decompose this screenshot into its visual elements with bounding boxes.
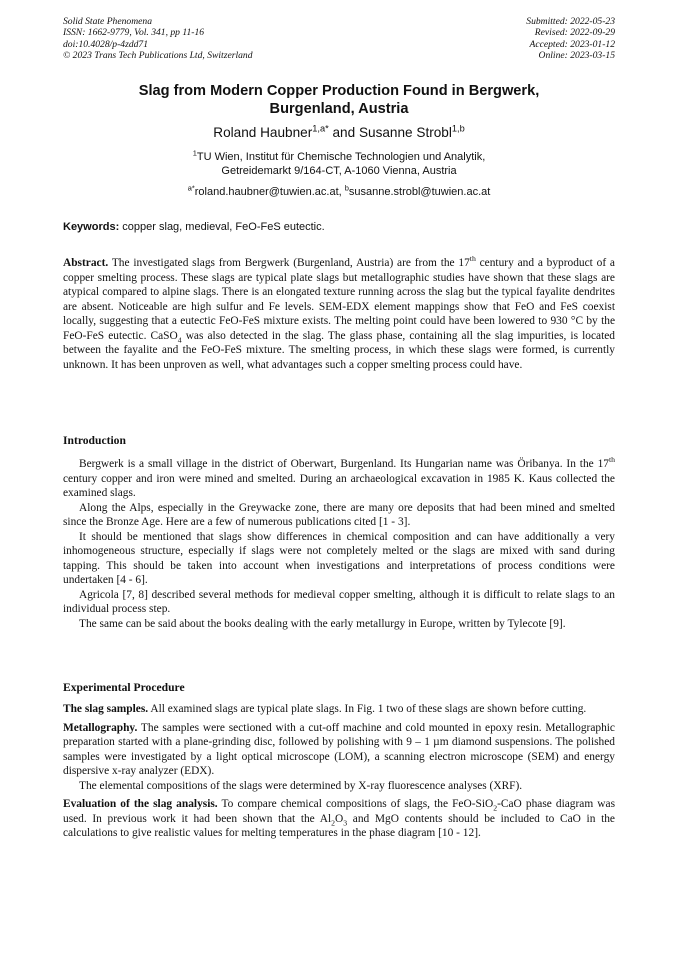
authors <box>63 124 615 141</box>
author-1-sup: 1,a* <box>312 123 329 134</box>
evaluation-label: Evaluation of the slag analysis. <box>63 798 218 811</box>
experimental-body <box>63 702 615 841</box>
affiliation-sup: 1 <box>192 148 197 158</box>
intro-paragraph-4: Agricola [7, 8] described several methods for medieval copper smelting, although it is difficult to relate slags to an individual process step. <box>63 588 615 616</box>
affiliation-line-1: TU Wien, Institut für Chemische Technologien und Analytik, <box>196 151 486 163</box>
email-b-sup: b <box>344 183 349 193</box>
evaluation-text-c: O <box>335 812 344 825</box>
slag-samples-paragraph <box>63 702 615 717</box>
slag-samples-text: All examined slags are typical plate slags. In Fig. 1 two of these slags are shown before cutting. <box>148 703 587 715</box>
email-b[interactable]: susanne.strobl@tuwien.ac.at <box>348 186 491 198</box>
abstract-sup: th <box>469 254 476 264</box>
keywords <box>63 220 615 234</box>
slag-samples-label: The slag samples. <box>63 703 149 715</box>
keywords-label: Keywords: <box>63 221 120 233</box>
evaluation-text-b: -CaO phase diagram was used. In previous work it had been shown that the Al <box>63 798 616 825</box>
affiliation <box>63 150 615 178</box>
abstract <box>63 256 615 372</box>
keywords-text: copper slag, medieval, FeO-FeS eutectic. <box>119 221 325 233</box>
introduction-body <box>63 457 615 632</box>
abstract-text-1: The investigated slags from Bergwerk (Burgenland, Austria) are from the 17 <box>108 257 470 269</box>
abstract-text-3: was also detected in the slag. The glass phase, containing all the slag impurities, is located between the fayalite and the FeO-FeS mixture. The smelting process, in which these slags were formed, is currently unknown. It has been unproven as well, what advantages such a copper smelting process could have. <box>63 329 615 371</box>
copyright: © 2023 Trans Tech Publications Ltd, Switzerland <box>63 50 253 62</box>
journal-info <box>63 16 253 62</box>
intro-paragraph-5: The same can be said about the books dealing with the early metallurgy in Europe, written by Tylecote [9]. <box>79 618 566 631</box>
paper-title <box>63 82 615 118</box>
intro-p1-text-b: century copper and iron were mined and smelted. During an archaeological excavation in 1985 K. Kaus collected the examined slags. <box>63 472 615 500</box>
intro-paragraph-2: Along the Alps, especially in the Greywacke zone, there are many ore deposits that had been mined and smelted since the Bronze Age. Here are a few of numerous publications cited [1 - 3]. <box>63 501 615 529</box>
metallography-label: Metallography. <box>63 721 138 734</box>
evaluation-sub-2: 2 <box>331 818 336 828</box>
abstract-label: Abstract. <box>63 257 109 269</box>
abstract-sub: 4 <box>177 335 182 345</box>
intro-paragraph-3: It should be mentioned that slags show differences in chemical composition and can have additionally a very inhomogeneous structure, especially if slags were not completely melted or the slags are mixed with sand during tapping. This should be taken into account when investigations and interpretations of process conditions were undertaken [4 - 6]. <box>63 530 615 587</box>
author-connector: and <box>328 125 359 140</box>
intro-p1-text-a: Bergwerk is a small village in the district of Oberwart, Burgenland. Its Hungarian name was Öribanya. In the 17 <box>79 458 609 470</box>
email-a[interactable]: roland.haubner@tuwien.ac.at, <box>194 186 345 198</box>
evaluation-text-d: and MgO contents should be included to CaO in the calculations to give realistic values for melting temperatures in the phase diagram [10 - 12]. <box>63 812 615 840</box>
evaluation-sub-3: 3 <box>343 818 348 828</box>
experimental-heading: Experimental Procedure <box>63 681 185 694</box>
doi: doi:10.4028/p-4zdd71 <box>63 38 149 50</box>
intro-p1-sup: th <box>608 455 615 465</box>
intro-paragraph-1 <box>63 457 615 501</box>
online-date: Online: 2023-03-15 <box>538 50 615 62</box>
email-a-sup: a* <box>187 183 195 193</box>
metallography-paragraph <box>63 721 615 779</box>
title-line-1: Slag from Modern Copper Production Found in Bergwerk, <box>138 83 540 99</box>
metallography-text: The samples were sectioned with a cut-off machine and cold mounted in epoxy resin. Metallographic preparation started with a plane-grinding disc, followed by polishing with 9 – 1 µm diamond suspensions. The polished samples were investigated by a light optical microscope (LOM), a scanning electron microscope (SEM) and energy dispersive x-ray analyzer (EDX). <box>63 721 615 778</box>
evaluation-text-a: To compare chemical compositions of slags, the FeO-SiO <box>217 798 494 811</box>
abstract-text-2: century and a byproduct of a copper smelting process. These slags are typical plate slags but metallographic studies have shown that these slags are atypical compared to alpine slags. There is an elongated texture running across the slag but the typical fayalite dendrites are absent. Noticeable are high sulfur and Fe levels. SEM-EDX element mappings show that FeO and FeS coexist locally, suggesting that a eutectic FeO-FeS mixture exists. The melting point could have been lowered to 930 °C by the FeO-FeS eutectic. CaSO <box>63 257 615 342</box>
evaluation-sub-1: 2 <box>493 803 498 813</box>
introduction-heading: Introduction <box>63 434 126 447</box>
author-2-sup: 1,b <box>451 123 465 134</box>
evaluation-paragraph <box>63 797 615 841</box>
emails <box>63 185 615 199</box>
title-line-2: Burgenland, Austria <box>269 101 409 117</box>
issn: ISSN: 1662-9779, Vol. 341, pp 11-16 <box>63 27 205 39</box>
author-1: Roland Haubner <box>213 125 313 140</box>
dates-info <box>526 16 615 62</box>
journal-name: Solid State Phenomena <box>63 16 152 27</box>
revised-date: Revised: 2022-09-29 <box>534 27 615 39</box>
affiliation-line-2: Getreidemarkt 9/164-CT, A-1060 Vienna, Austria <box>221 165 457 177</box>
xrf-paragraph: The elemental compositions of the slags were determined by X-ray fluorescence analyses (XRF). <box>79 779 523 792</box>
accepted-date: Accepted: 2023-01-12 <box>529 38 615 50</box>
submitted-date: Submitted: 2022-05-23 <box>526 16 615 27</box>
author-2: Susanne Strobl <box>358 125 452 140</box>
